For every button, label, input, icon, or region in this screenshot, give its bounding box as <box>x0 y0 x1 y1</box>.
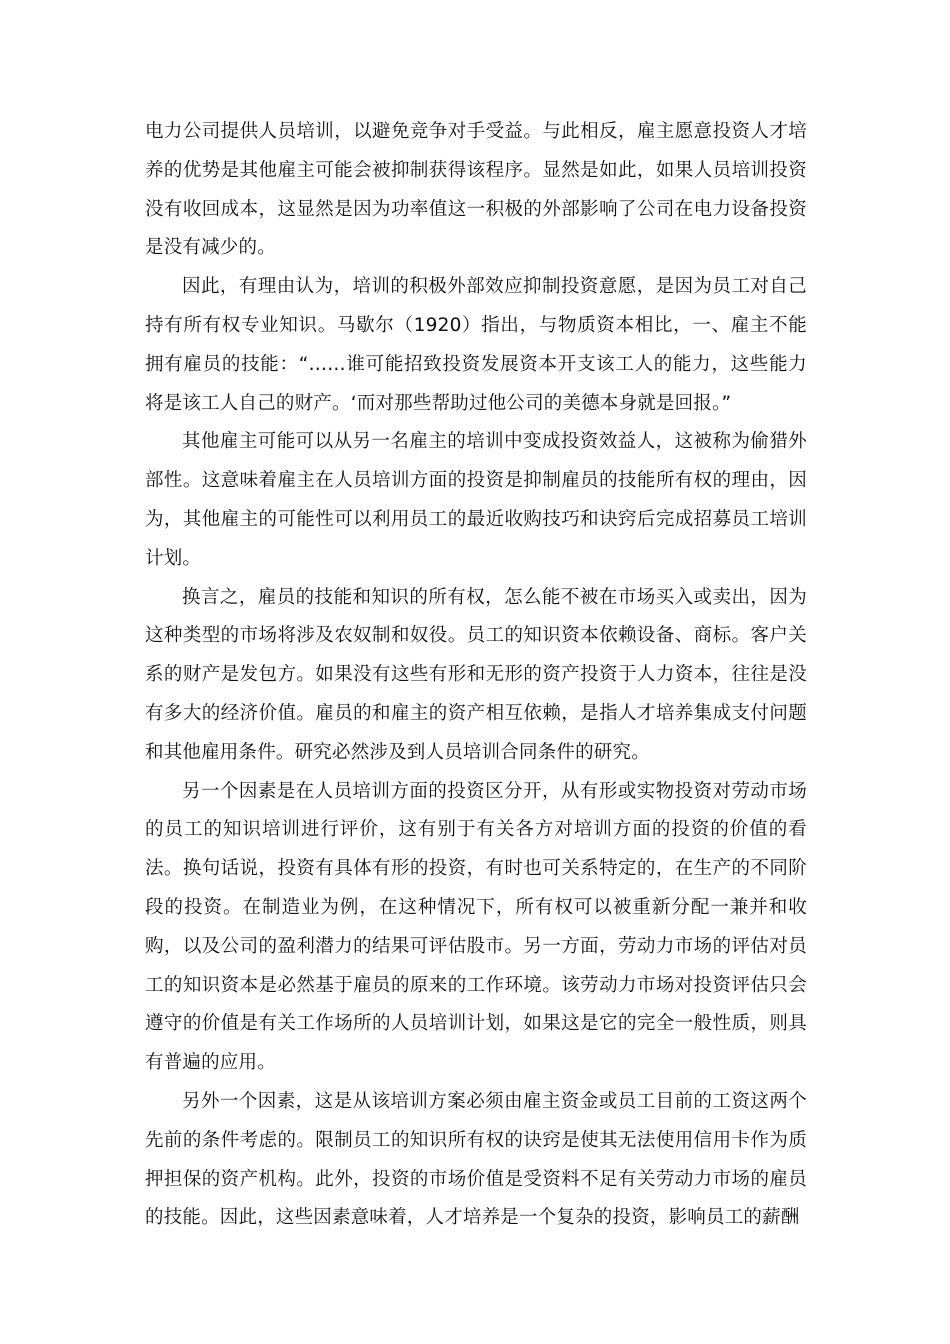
paragraph-5: 另一个因素是在人员培训方面的投资区分开，从有形或实物投资对劳动市场的员工的知识培训进行评价，这有别于有关各方对培训方面的投资的价值的看法。换句话说，投资有具体有形的投资，有时也可关系特定的，在生产的不同阶段的投资。在制造业为例，在这种情况下，所有权可以被重新分配一兼并和收购，以及公司的盈利潜力的结果可评估股市。另一方面，劳动力市场的评估对员工的知识资本是必然基于雇员的原来的工作环境。该劳动力市场对投资评估只会遵守的价值是有关工作场所的人员培训计划，如果这是它的完全一般性质，则具有普遍的应用。 <box>145 780 807 1074</box>
paragraph-3: 其他雇主可能可以从另一名雇主的培训中变成投资效益人，这被称为偷猎外部性。这意味着雇主在人员培训方面的投资是抑制雇员的技能所有权的理由，因为，其他雇主的可能性可以利用员工的最近收购技巧和诀窍后完成招募员工培训计划。 <box>145 431 807 569</box>
paragraph-1: 电力公司提供人员培训，以避免竞争对手受益。与此相反，雇主愿意投资人才培养的优势是其他雇主可能会被抑制获得该程序。显然是如此，如果人员培训投资没有收回成本，这显然是因为功率值这一积极的外部影响了公司在电力设备投资是没有减少的。 <box>145 121 807 259</box>
paragraph-2: 因此，有理由认为，培训的积极外部效应抑制投资意愿，是因为员工对自己持有所有权专业知识。马歇尔（1920）指出，与物质资本相比，一、雇主不能拥有雇员的技能：“……谁可能招致投资发展资本开支该工人的能力，这些能力将是该工人自己的财产。‘而对那些帮助过他公司的美德本身就是回报。” <box>145 276 807 414</box>
body-text <box>145 113 807 1238</box>
paragraph-6: 另外一个因素，这是从该培训方案必须由雇主资金或员工目前的工资这两个先前的条件考虑的。限制员工的知识所有权的诀窍是使其无法使用信用卡作为质押担保的资产机构。此外，投资的市场价值是受资料不足有关劳动力市场的雇员的技能。因此，这些因素意味着，人才培养是一个复杂的投资，影响员工的薪酬 <box>145 1090 807 1229</box>
paragraph-4: 换言之，雇员的技能和知识的所有权，怎么能不被在市场买入或卖出，因为这种类型的市场将涉及农奴制和奴役。员工的知识资本依赖设备、商标。客户关系的财产是发包方。如果没有这些有形和无形的资产投资于人力资本，往往是没有多大的经济价值。雇员的和雇主的资产相互依赖，是指人才培养集成支付问题和其他雇用条件。研究必然涉及到人员培训合同条件的研究。 <box>145 586 807 763</box>
